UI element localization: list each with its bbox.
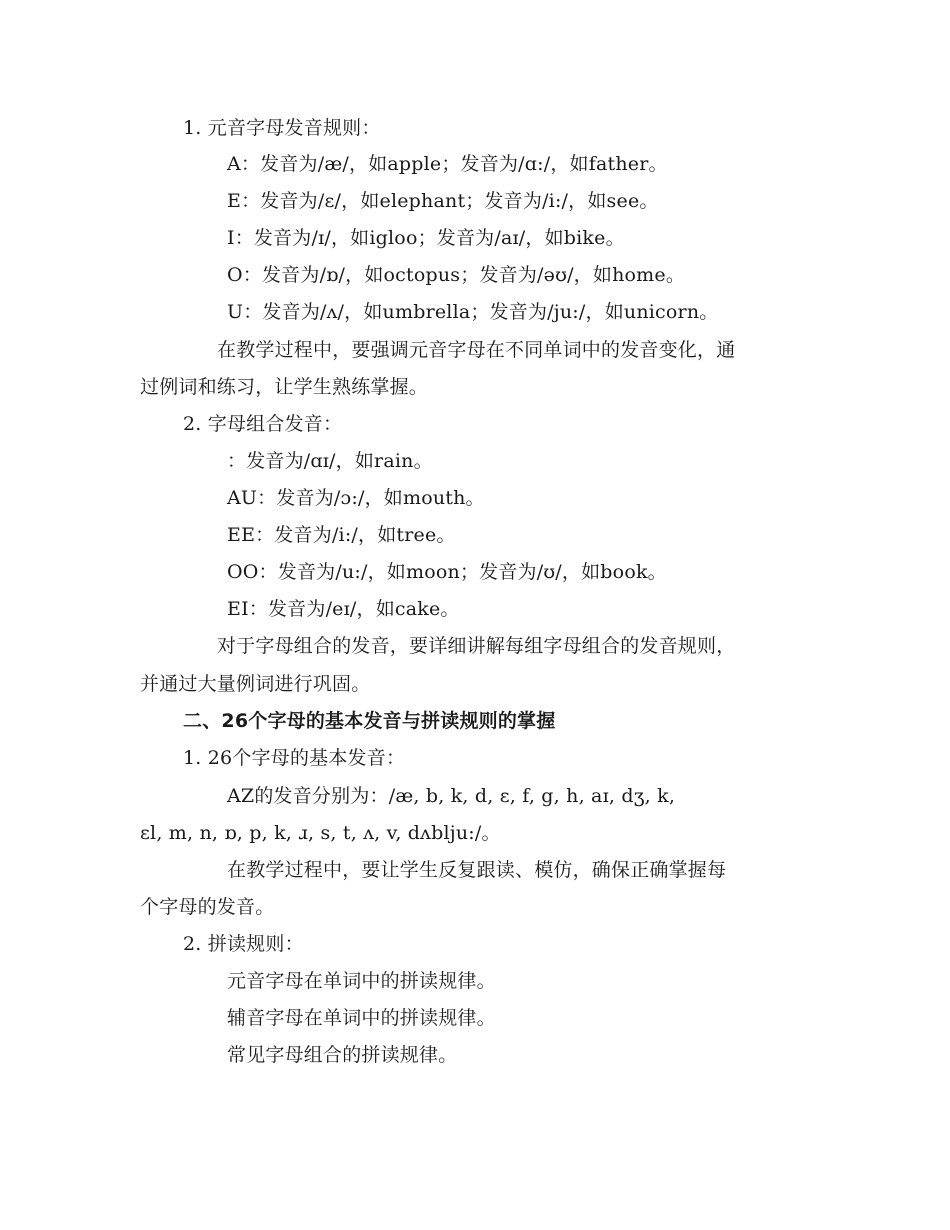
- combo-rule-1: ：发音为/ɑɪ/，如rain。: [227, 450, 433, 472]
- combo-rule-ei: EI：发音为/eɪ/，如cake。: [227, 598, 460, 620]
- vowel-rule-o: O：发音为/ɒ/，如octopus；发音为/əʊ/，如home。: [227, 264, 686, 286]
- combo-rule-oo: OO：发音为/u:/，如moon；发音为/ʊ/，如book。: [227, 561, 667, 583]
- vowel-rule-e: E：发音为/ɛ/，如elephant；发音为/i:/，如see。: [227, 190, 659, 212]
- alphabet-sounds-line-2: ɛl, m, n, ɒ, p, k, ɹ, s, t, ʌ, v, dʌblju:/。: [140, 822, 501, 844]
- section-1-note-line-2: 过例词和练习，让学生熟练掌握。: [140, 376, 429, 398]
- vowel-rule-a: A：发音为/æ/，如apple；发音为/ɑ:/，如father。: [227, 153, 668, 175]
- section-1-title: 1. 元音字母发音规则：: [183, 117, 381, 139]
- heading-2: 二、26个字母的基本发音与拼读规则的掌握: [183, 710, 556, 732]
- section-3-title: 1. 26个字母的基本发音：: [183, 747, 406, 769]
- section-4-title: 2. 拼读规则：: [183, 933, 304, 955]
- spelling-rule-consonants: 辅音字母在单词中的拼读规律。: [227, 1007, 496, 1029]
- section-3-note-line-2: 个字母的发音。: [140, 896, 275, 918]
- alphabet-sounds-line-1: AZ的发音分别为：/æ, b, k, d, ɛ, f, g, h, aɪ, dʒ, k,: [227, 785, 676, 807]
- section-2-note-line-2: 并通过大量例词进行巩固。: [140, 673, 371, 695]
- section-2-note-line-1: 对于字母组合的发音，要详细讲解每组字母组合的发音规则，: [217, 635, 736, 657]
- spelling-rule-vowels: 元音字母在单词中的拼读规律。: [227, 970, 496, 992]
- section-3-note-line-1: 在教学过程中，要让学生反复跟读、模仿，确保正确掌握每: [227, 859, 727, 881]
- section-1-note-line-1: 在教学过程中，要强调元音字母在不同单词中的发音变化，通: [217, 339, 736, 361]
- vowel-rule-i: I：发音为/ɪ/，如igloo；发音为/aɪ/，如bike。: [227, 227, 625, 249]
- spelling-rule-combinations: 常见字母组合的拼读规律。: [227, 1044, 458, 1066]
- combo-rule-au: AU：发音为/ɔ:/，如mouth。: [227, 487, 485, 509]
- section-2-title: 2. 字母组合发音：: [183, 413, 343, 435]
- vowel-rule-u: U：发音为/ʌ/，如umbrella；发音为/ju:/，如unicorn。: [227, 301, 719, 323]
- combo-rule-ee: EE：发音为/i:/，如tree。: [227, 524, 456, 546]
